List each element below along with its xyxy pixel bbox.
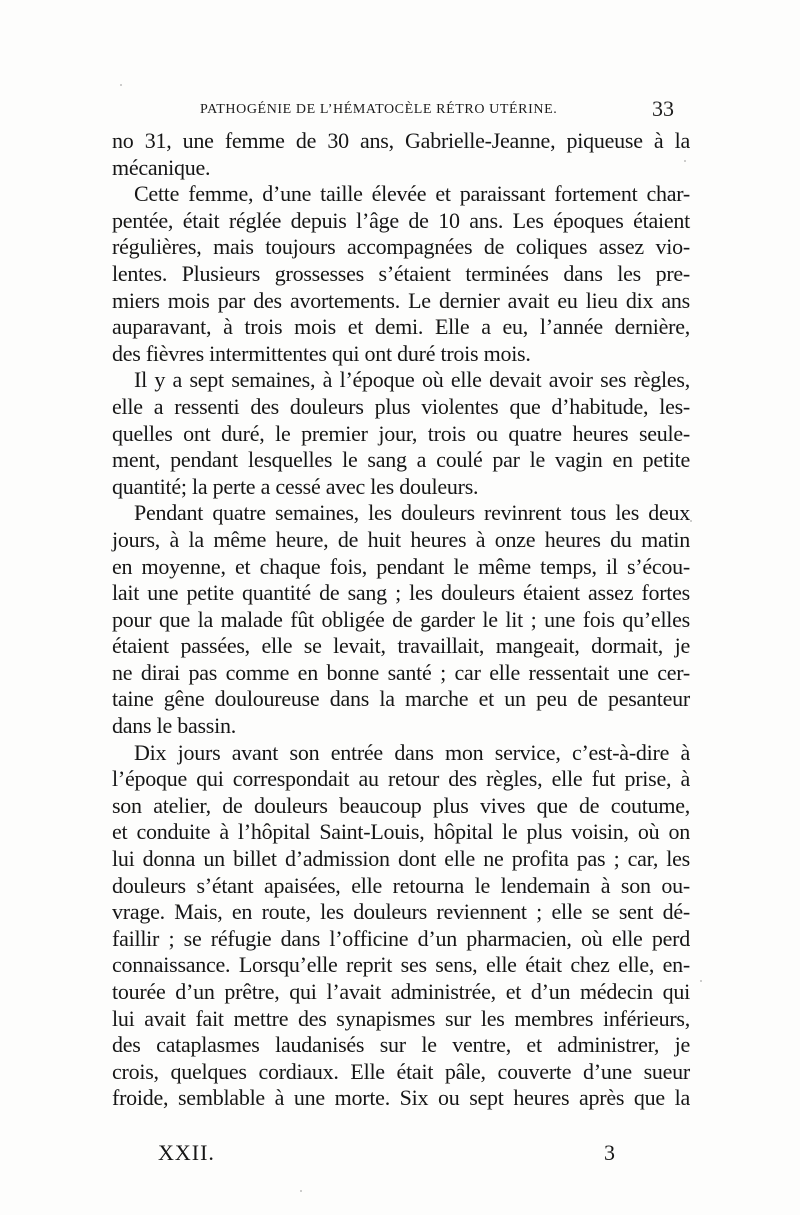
text-line: froide, semblable à une morte. Six ou sept heures après que la: [112, 1085, 690, 1111]
text-line: auparavant, à trois mois et demi. Elle a eu, l’année dernière,: [112, 314, 690, 340]
text-line: vrage. Mais, en route, les douleurs reviennent ; elle se sent dé-: [112, 899, 690, 925]
text-line: pentée, était réglée depuis l’âge de 10 ans. Les époques étaient: [112, 207, 690, 233]
text-line: connaissance. Lorsqu’elle reprit ses sens, elle était chez elle, en-: [112, 952, 690, 978]
paper-speck: [300, 1190, 302, 1192]
text-line: étaient passées, elle se levait, travaillait, mangeait, dormait, je: [112, 633, 690, 659]
text-line: régulières, mais toujours accompagnées de coliques assez vio-: [112, 234, 690, 260]
signature-mark: XXII.: [158, 1140, 215, 1165]
text-line: pour que la malade fût obligée de garder le lit ; une fois qu’elles: [112, 606, 690, 632]
paper-speck: [684, 160, 686, 162]
paper-speck: [690, 520, 692, 522]
paper-speck: [700, 980, 702, 982]
text-line: Pendant quatre semaines, les douleurs revinrent tous les deux: [134, 500, 690, 526]
text-line: quelles ont duré, le premier jour, trois ou quatre heures seule-: [112, 420, 690, 446]
text-line: ne dirai pas comme en bonne santé ; car elle ressentait une cer-: [112, 659, 690, 685]
text-line: lui donna un billet d’admission dont elle ne profita pas ; car, les: [112, 846, 690, 872]
text-line: des fièvres intermittentes qui ont duré trois mois.: [112, 340, 531, 366]
text-line: elle a ressenti des douleurs plus violentes que d’habitude, les-: [112, 393, 690, 419]
text-line: no 31, une femme de 30 ans, Gabrielle-Jeanne, piqueuse à la: [112, 128, 690, 153]
text-line: dans le bassin.: [112, 713, 236, 739]
running-title: PATHOGÉNIE DE L’HÉMATOCÈLE RÉTRO UTÉRINE.: [200, 102, 558, 117]
text-line: quantité; la perte a cessé avec les douleurs.: [112, 473, 479, 499]
text-line: des cataplasmes laudanisés sur le ventre, et administrer, je: [112, 1032, 690, 1058]
text-line: faillir ; se réfugie dans l’officine d’un pharmacien, où elle perd: [112, 925, 690, 951]
text-line: Il y a sept semaines, à l’époque où elle devait avoir ses règles,: [134, 367, 690, 393]
sheet-number: 3: [604, 1140, 615, 1165]
text-line: lait une petite quantité de sang ; les douleurs étaient assez fortes: [112, 580, 690, 606]
text-line: et conduite à l’hôpital Saint-Louis, hôpital le plus voisin, où on: [112, 819, 690, 845]
text-line: tourée d’un prêtre, qui l’avait administrée, et d’un médecin qui: [112, 979, 690, 1004]
text-line: l’époque qui correspondait au retour des règles, elle fut prise, à: [112, 766, 690, 792]
text-line: jours, à la même heure, de huit heures à onze heures du matin: [112, 526, 690, 552]
text-line: taine gêne douloureuse dans la marche et un peu de pesanteur: [112, 686, 690, 712]
text-line: lentes. Plusieurs grossesses s’étaient terminées dans les pre-: [112, 260, 690, 286]
text-line: ment, pendant lesquelles le sang a coulé par le vagin en petite: [112, 447, 690, 473]
text-line: douleurs s’étant apaisées, elle retourna le lendemain à son ou-: [112, 872, 690, 898]
text-line: mécanique.: [112, 154, 211, 180]
text-line: Cette femme, d’une taille élevée et paraissant fortement char-: [134, 181, 690, 207]
page-number: 33: [652, 96, 674, 121]
text-line: miers mois par des avortements. Le dernier avait eu lieu dix ans: [112, 287, 690, 313]
text-line: crois, quelques cordiaux. Elle était pâle, couverte d’une sueur: [112, 1058, 690, 1084]
body-text: [112, 128, 690, 1112]
text-line: en moyenne, et chaque fois, pendant le même temps, il s’écou-: [112, 553, 690, 579]
text-line: Dix jours avant son entrée dans mon service, c’est-à-dire à: [134, 739, 690, 765]
paper-speck: [120, 84, 122, 86]
text-line: lui avait fait mettre des synapismes sur les membres inférieurs,: [112, 1005, 690, 1031]
text-line: son atelier, de douleurs beaucoup plus vives que de coutume,: [112, 792, 690, 818]
